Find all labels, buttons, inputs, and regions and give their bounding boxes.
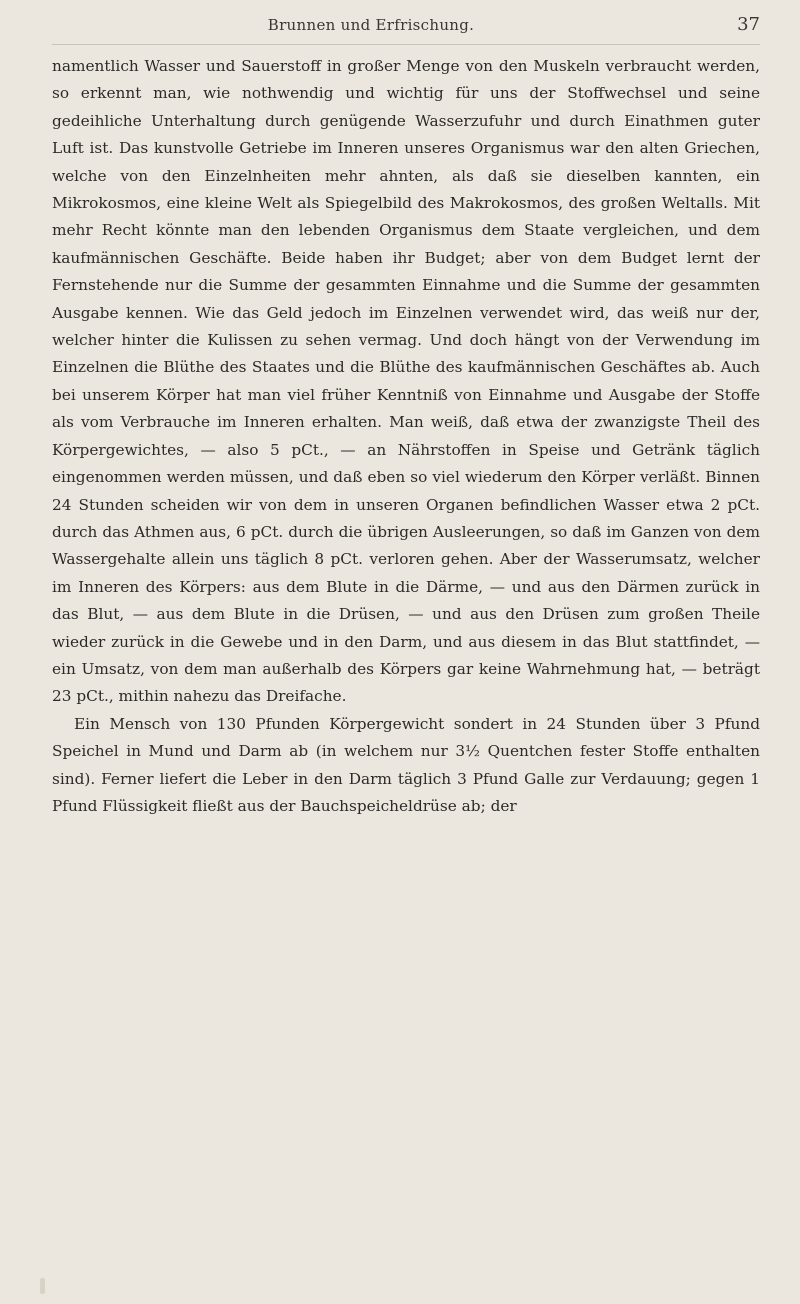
body-text <box>52 53 760 820</box>
paper-mark <box>40 1278 45 1294</box>
running-title: Brunnen und Erfrischung. <box>267 16 475 34</box>
paragraph: Ein Mensch von 130 Pfunden Körpergewicht sondert in 24 Stunden über 3 Pfund Speichel in Mund und Darm ab (in welchem nur 3½ Quentchen fester Stoffe enthalten sind). Ferner liefert die Leber in den Darm täglich 3 Pfund Galle zur Verdauung; gegen 1 Pfund Flüssigkeit fließt aus der Bauchspeicheldrüse ab; der <box>52 714 760 815</box>
running-head <box>52 0 760 45</box>
page-number: 37 <box>737 14 760 35</box>
paragraph: namentlich Wasser und Sauerstoff in großer Menge von den Muskeln verbraucht werden, so erkennt man, wie nothwendig und wichtig für uns der Stoffwechsel und seine gedeihliche Unterhaltung durch genügende Wasserzufuhr und durch Einathmen guter Luft ist. Das kunstvolle Getriebe im Inneren unseres Organismus war den alten Griechen, welche von den Einzelnheiten mehr ahnten, als daß sie dieselben kannten, ein Mikrokosmos, eine kleine Welt als Spiegelbild des Makrokosmos, des großen Weltalls. Mit mehr Recht könnte man den lebenden Organismus dem Staate vergleichen, und dem kaufmännischen Geschäfte. Beide haben ihr Budget; aber von dem Budget lernt der Fernstehende nur die Summe der gesammten Einnahme und die Summe der gesammten Ausgabe kennen. Wie das Geld jedoch im Einzelnen verwendet wird, das weiß nur der, welcher hinter die Kulissen zu sehen vermag. Und doch hängt von der Verwendung im Einzelnen die Blüthe des Staates und die Blüthe des kaufmännischen Geschäftes ab. Auch bei unserem Körper hat man viel früher Kenntniß von Einnahme und Ausgabe der Stoffe als vom Verbrauche im Inneren erhalten. Man weiß, daß etwa der zwanzigste Theil des Körpergewichtes, — also 5 pCt., — an Nährstoffen in Speise und Getränk täglich eingenommen werden müssen, und daß eben so viel wiederum den Körper verläßt. Binnen 24 Stunden scheiden wir von dem in unseren Organen befindlichen Wasser etwa 2 pCt. durch das Athmen aus, 6 pCt. durch die übrigen Ausleerungen, so daß im Ganzen von dem Wassergehalte allein uns täglich 8 pCt. verloren gehen. Aber der Wasserumsatz, welcher im Inneren des Körpers: aus dem Blute in die Därme, — und aus den Därmen zurück in das Blut, — aus dem Blute in die Drüsen, — und aus den Drüsen zum großen Theile wieder zurück in die Gewebe und in den Darm, und aus diesem in das Blut stattfindet, — ein Umsatz, von dem man außerhalb des Körpers gar keine Wahrnehmung hat, — beträgt 23 pCt., mithin nahezu das Dreifache. <box>52 57 760 706</box>
